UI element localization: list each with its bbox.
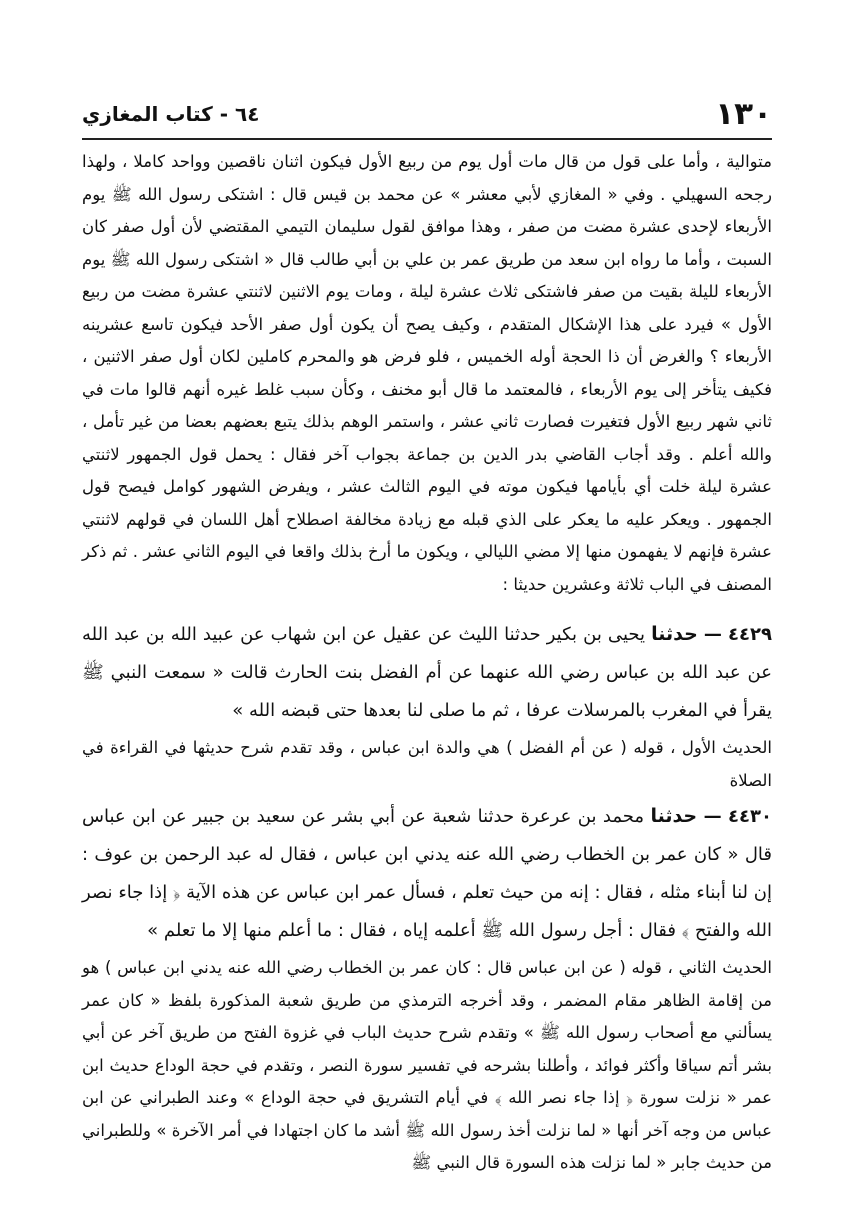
header-rule bbox=[82, 138, 772, 140]
haddathana-label: حدثنا bbox=[650, 805, 698, 827]
hadith-number: ٤٤٢٩ bbox=[728, 624, 772, 645]
commentary-text: الحديث الأول ، قوله ( عن أم الفضل ) هي والدة ابن عباس ، وقد تقدم شرح حديثها في القراءة في الصلاة bbox=[82, 738, 772, 790]
commentary-paragraph-1: متوالية ، وأما على قول من قال مات أول يوم من ربيع الأول فيكون اثنان ناقصين وواحد كاملا ، ولهذا رجحه السهيلي . وفي « المغازي لأبي معشر » عن محمد بن قيس قال : اشتكى رسول الله ﷺ يوم الأربعاء لإحدى عشرة مضت من صفر ، وهذا موافق لقول سليمان التيمي المقتضي لأن أول صفر كان السبت ، وأما ما رواه ابن سعد من طريق عمر بن علي بن أبي طالب قال « اشتكى رسول الله ﷺ يوم الأربعاء لليلة بقيت من صفر فاشتكى ثلاث عشرة ليلة ، ومات يوم الاثنين لاثنتي عشرة مضت من ربيع الأول » فيرد على هذا الإشكال المتقدم ، وكيف يصح أن يكون أول صفر الأحد فيكون تاسع عشرينه الأربعاء ؟ والغرض أن ذا الحجة أوله الخميس ، فلو فرض هو والمحرم كاملين لكان أول صفر الاثنين ، فكيف يتأخر إلى يوم الأربعاء ، فالمعتمد ما قال أبو مخنف ، وكأن سبب غلط غيره أنهم قالوا مات في ثاني شهر ربيع الأول فتغيرت فصارت ثاني عشر ، واستمر الوهم بذلك يتبع بعضهم بعضا من غير تأمل ، والله أعلم . وقد أجاب القاضي بدر الدين بن جماعة بجواب آخر فقال : يحمل قول الجمهور لاثنتي عشرة ليلة خلت أي بأيامها فيكون موته في اليوم الثالث عشر ، ويفرض الشهور كوامل فيصح قول الجمهور . ويعكر عليه ما يعكر على الذي قبله مع زيادة مخالفة اصطلاح أهل اللسان في قولهم لاثنتي عشرة فإنهم لا يفهمون منها إلا مضي الليالي ، ويكون ما أرخ بذلك واقعا في اليوم الثاني عشر . ثم ذكر المصنف في الباب ثلاثة وعشرين حديثا : bbox=[82, 152, 772, 594]
hadith-4429 bbox=[82, 615, 772, 730]
page-header bbox=[82, 96, 772, 136]
hadith-number: ٤٤٣٠ bbox=[728, 806, 772, 827]
page-number: ١٣٠ bbox=[715, 96, 772, 132]
hadith-dash: — bbox=[703, 624, 722, 645]
hadith-text: محمد بن عرعرة حدثنا شعبة عن أبي بشر عن سعيد بن جبير عن ابن عباس قال « كان عمر بن الخطاب رضي الله عنه يدني ابن عباس ، فقال له عبد الرحمن بن عوف : إن لنا أبناء مثله ، فقال : إنه من حيث تعلم ، فسأل عمر ابن عباس عن هذه الآية ﴿ إذا جاء نصر الله والفتح ﴾ فقال : أجل رسول الله ﷺ أعلمه إياه ، فقال : ما أعلم منها إلا ما تعلم » bbox=[82, 806, 772, 941]
hadith-dash: — bbox=[703, 806, 722, 827]
commentary-paragraph-2 bbox=[82, 732, 772, 797]
page-body bbox=[82, 146, 772, 1180]
running-head: ٦٤ - كتاب المغازي bbox=[82, 102, 260, 126]
haddathana-label: حدثنا bbox=[651, 623, 698, 645]
hadith-4430 bbox=[82, 797, 772, 950]
hadith-text: يحيى بن بكير حدثنا الليث عن عقيل عن ابن شهاب عن عبيد الله بن عبد الله عن عبد الله بن عباس رضي الله عنهما عن أم الفضل بنت الحارث قالت « سمعت النبي ﷺ يقرأ في المغرب بالمرسلات عرفا ، ثم ما صلى لنا بعدها حتى قبضه الله » bbox=[82, 624, 772, 721]
commentary-paragraph-3: الحديث الثاني ، قوله ( عن ابن عباس قال : كان عمر بن الخطاب رضي الله عنه يدني ابن عباس ) هو من إقامة الظاهر مقام المضمر ، وقد أخرجه الترمذي من طريق شعبة المذكورة بلفظ « كان عمر يسألني مع أصحاب رسول الله ﷺ » وتقدم شرح حديث الباب في غزوة الفتح من طريق آخر عن أبي بشر أتم سياقا وأكثر فوائد ، وأطلنا بشرحه في تفسير سورة النصر ، وتقدم في حجة الوداع حديث ابن عمر « نزلت سورة ﴿ إذا جاء نصر الله ﴾ في أيام التشريق في حجة الوداع » وعند الطبراني عن ابن عباس من وجه آخر أنها « لما نزلت أخذ رسول الله ﷺ أشد ما كان اجتهادا في أمر الآخرة » وللطبراني من حديث جابر « لما نزلت هذه السورة قال النبي ﷺ bbox=[82, 958, 772, 1172]
